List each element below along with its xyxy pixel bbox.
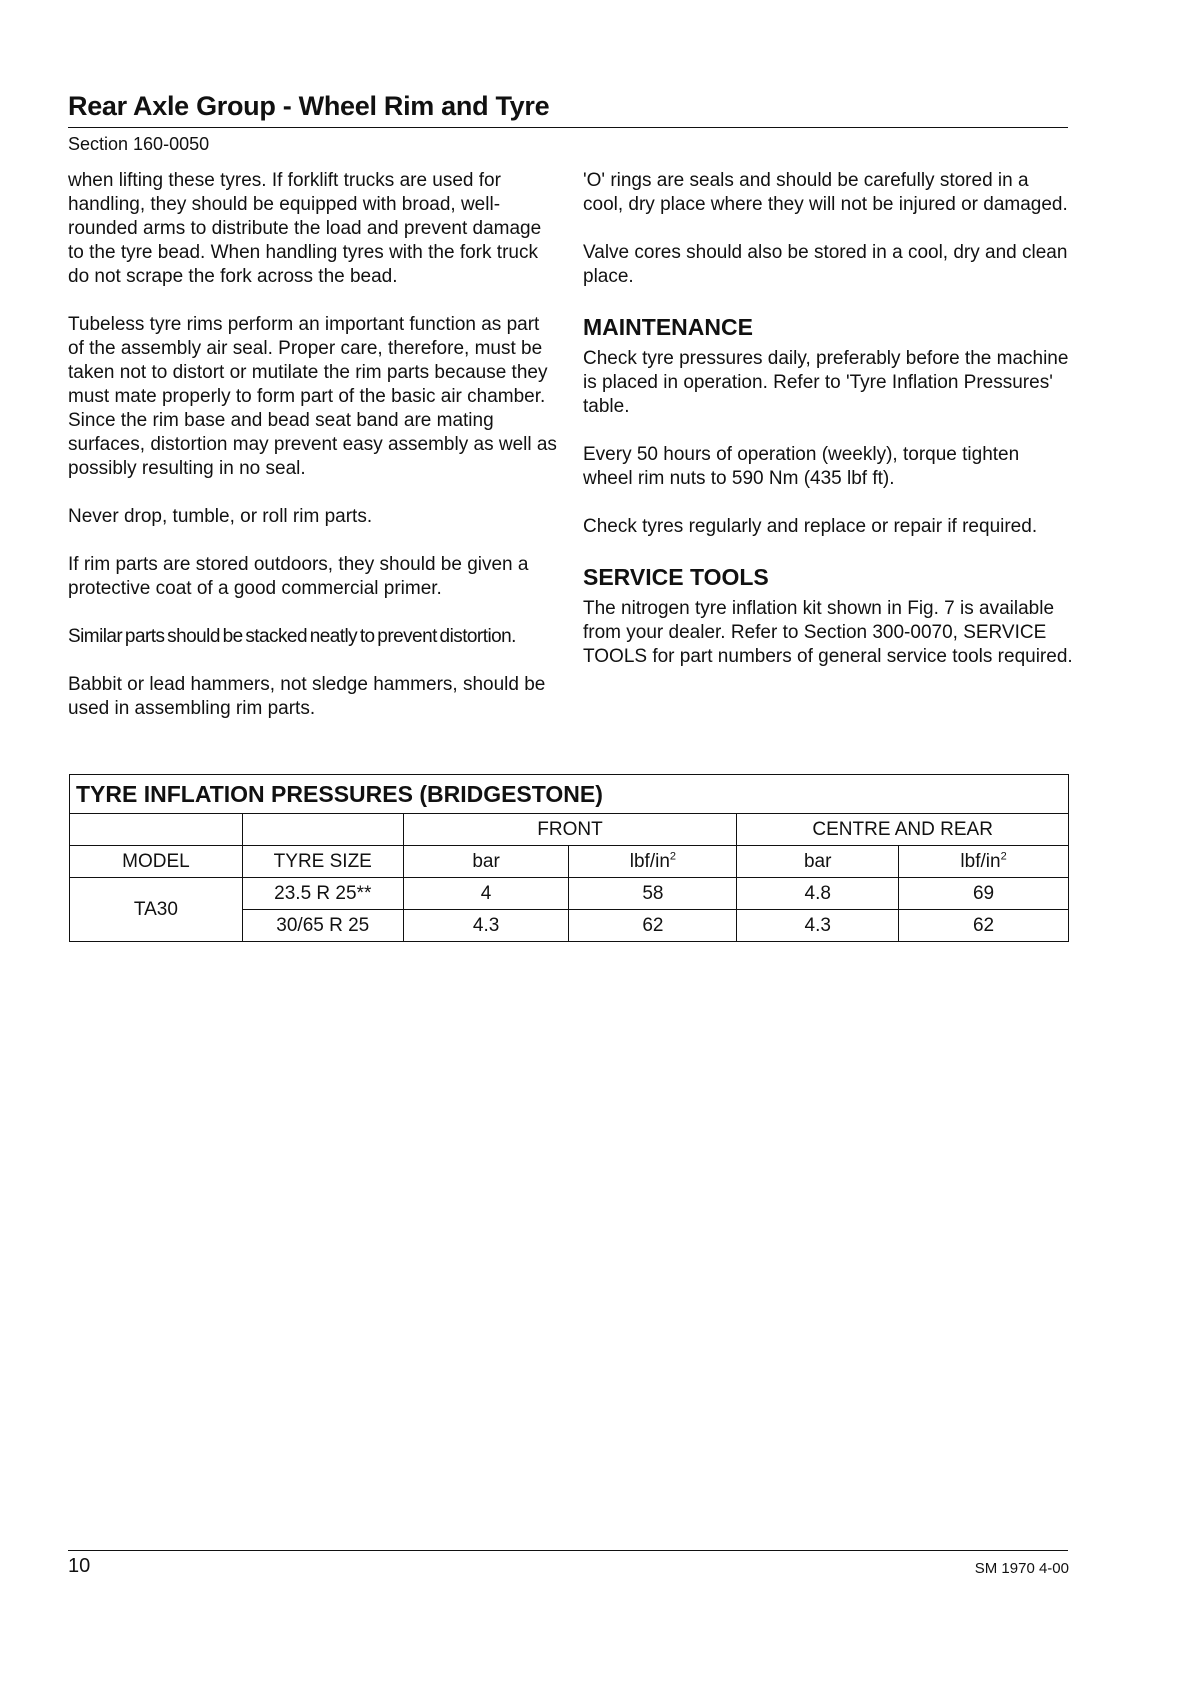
table-header-unit: bar	[737, 846, 899, 878]
table-cell: 30/65 R 25	[242, 910, 403, 942]
footer-divider	[68, 1550, 1068, 1551]
left-column	[68, 169, 558, 745]
paragraph: Tubeless tyre rims perform an important function as part of the assembly air seal. Proper care, therefore, must be taken not to distort or mutilate the rim parts because they must mate properly to form part of the basic air chamber. Since the rim base and bead seat band are mating surfaces, distortion may prevent easy assembly as well as possibly resulting in no seal.	[68, 314, 557, 479]
paragraph: Similar parts should be stacked neatly to prevent distortion.	[68, 626, 516, 647]
table-cell: 58	[569, 878, 737, 910]
table-header-unit: lbf/$in^2$	[569, 846, 737, 878]
title-divider	[68, 127, 1068, 128]
paragraph: Check tyres regularly and replace or repair if required.	[583, 516, 1038, 537]
table-header-tyre-size: TYRE SIZE	[242, 846, 403, 878]
table-header-model: MODEL	[70, 846, 243, 878]
paragraph: Babbit or lead hammers, not sledge hammers, should be used in assembling rim parts.	[68, 674, 546, 719]
document-code: SM 1970 4-00	[974, 1560, 1069, 1577]
paragraph: Valve cores should also be stored in a cool, dry and clean place.	[583, 242, 1068, 287]
table-title: TYRE INFLATION PRESSURES (BRIDGESTONE)	[70, 775, 1069, 814]
table-cell: 62	[899, 910, 1069, 942]
tyre-pressure-table	[69, 774, 1069, 942]
table-cell-model: TA30	[70, 878, 243, 942]
table-header-blank	[242, 814, 403, 846]
section-number: Section 160-0050	[68, 134, 210, 154]
table-header-unit: bar	[403, 846, 569, 878]
table-header-centre-rear: CENTRE AND REAR	[737, 814, 1069, 846]
paragraph: If rim parts are stored outdoors, they should be given a protective coat of a good commercial primer.	[68, 554, 529, 599]
page-number: 10	[68, 1555, 91, 1577]
paragraph: Never drop, tumble, or roll rim parts.	[68, 506, 373, 527]
table-row	[70, 878, 1069, 910]
table-cell: 69	[899, 878, 1069, 910]
paragraph: when lifting these tyres. If forklift trucks are used for handling, they should be equipped with broad, well-rounded arms to distribute the load and prevent damage to the tyre bead. When handling tyres with the fork truck do not scrape the fork across the bead.	[68, 170, 542, 287]
table-cell: 4.3	[737, 910, 899, 942]
table-cell: 23.5 R 25**	[242, 878, 403, 910]
paragraph: 'O' rings are seals and should be carefully stored in a cool, dry place where they will not be injured or damaged.	[583, 170, 1068, 215]
table-cell: 4.8	[737, 878, 899, 910]
page-title: Rear Axle Group - Wheel Rim and Tyre	[68, 91, 550, 121]
table-header-front: FRONT	[403, 814, 737, 846]
paragraph: Check tyre pressures daily, preferably before the machine is placed in operation. Refer to 'Tyre Inflation Pressures' table.	[583, 348, 1069, 417]
service-tools-heading: SERVICE TOOLS	[583, 564, 769, 590]
table-cell: 4	[403, 878, 569, 910]
table-cell: 4.3	[403, 910, 569, 942]
paragraph: The nitrogen tyre inflation kit shown in Fig. 7 is available from your dealer. Refer to Section 300-0070, SERVICE TOOLS for part numbers of general service tools required.	[583, 598, 1073, 667]
maintenance-heading: MAINTENANCE	[583, 314, 753, 340]
table-header-unit: lbf/$in^2$	[899, 846, 1069, 878]
table-cell: 62	[569, 910, 737, 942]
tyre-pressure-table-container	[69, 774, 1069, 942]
right-column	[583, 169, 1073, 693]
paragraph: Every 50 hours of operation (weekly), torque tighten wheel rim nuts to 590 Nm (435 lbf ft).	[583, 444, 1020, 489]
table-header-blank	[70, 814, 243, 846]
